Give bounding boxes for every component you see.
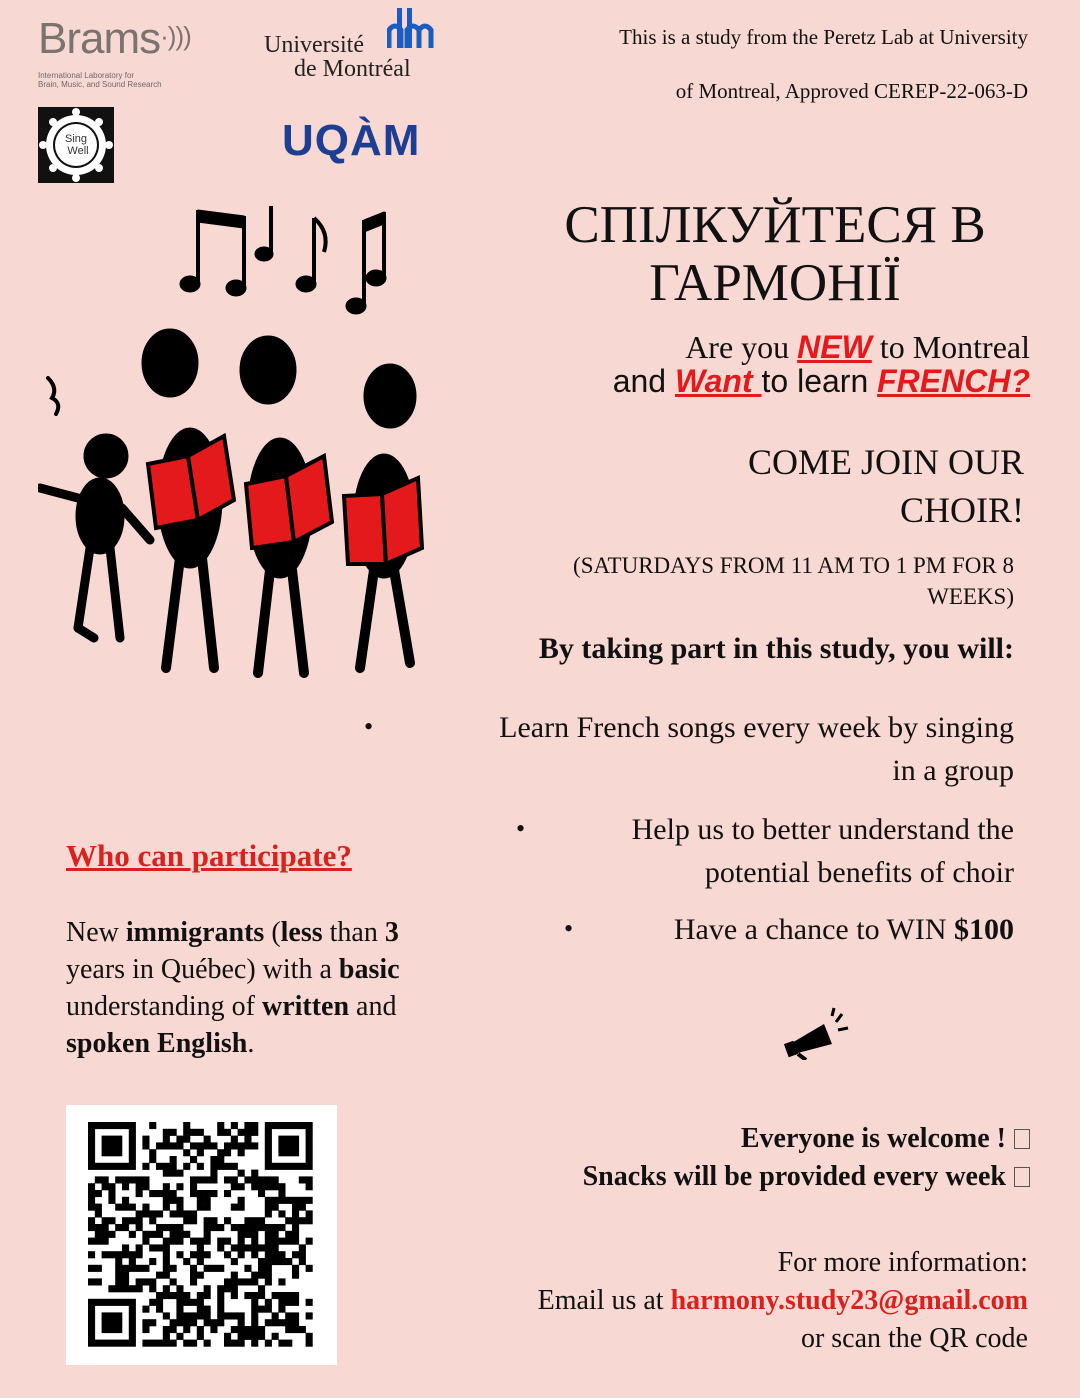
eligibility-segment: .	[247, 1028, 255, 1059]
study-note	[508, 10, 1028, 118]
music-notes-icon	[180, 206, 386, 314]
eligibility-segment: understanding of	[66, 991, 262, 1022]
udem-logo	[262, 8, 442, 82]
prize-amount: $100	[954, 913, 1014, 946]
page-title-line1: СПІЛКУЙТЕСЯ В	[564, 196, 986, 254]
schedule-note-line2: WEEKS)	[927, 584, 1014, 609]
benefit-item	[674, 908, 1014, 951]
benefits-heading: By taking part in this study, you will:	[538, 632, 1014, 665]
eligibility-bold: written	[261, 991, 350, 1022]
benefit-item-line: potential benefits of choir	[704, 856, 1014, 889]
udem-logo-line2: de Montréal	[294, 56, 411, 82]
singwell-logo-well: Well	[67, 145, 89, 157]
benefit-item-line: Learn French songs every week by singing	[499, 711, 1014, 744]
schedule-note	[494, 550, 1014, 612]
eligibility-bold: 3	[384, 917, 399, 948]
eligibility-bold: less	[280, 917, 323, 948]
qr-code[interactable]	[66, 1105, 337, 1365]
subtitle-french: FRENCH?	[877, 363, 1030, 399]
subtitle	[613, 330, 1030, 398]
subtitle-text: and	[612, 363, 675, 399]
checkbox-glyph-icon	[1014, 1129, 1030, 1149]
bullet: •	[516, 814, 526, 843]
bullet: •	[564, 914, 574, 943]
eligibility-text	[66, 914, 456, 1062]
welcome-note	[583, 1120, 1030, 1196]
eligibility-segment: than	[322, 917, 385, 948]
contact-info	[538, 1244, 1028, 1358]
udem-emblem-icon	[387, 8, 435, 50]
benefit-item	[632, 808, 1014, 894]
uqam-logo: UQÀM	[282, 116, 421, 165]
eligibility-bold: spoken English	[66, 1028, 248, 1059]
contact-info-line1: For more information:	[777, 1247, 1028, 1278]
singwell-logo	[38, 107, 114, 183]
welcome-line2: Snacks will be provided every week	[582, 1161, 1006, 1192]
brams-logo-subtitle: Brain, Music, and Sound Research	[38, 80, 162, 89]
contact-email-prefix: Email us at	[537, 1285, 671, 1316]
qr-code-icon[interactable]	[66, 1105, 337, 1365]
subtitle-text: to learn	[761, 363, 878, 399]
eligibility-segment: (	[264, 917, 281, 948]
contact-info-line3: or scan the QR code	[800, 1323, 1028, 1354]
eligibility-segment: New	[66, 917, 126, 948]
brams-logo	[38, 14, 208, 94]
who-heading: Who can participate?	[66, 838, 352, 873]
benefit-item-line: Have a chance to WIN	[673, 913, 954, 946]
subtitle-new: NEW	[797, 329, 872, 365]
brams-logo-subtitle: International Laboratory for	[38, 71, 135, 80]
bullet: •	[364, 712, 374, 741]
checkbox-glyph-icon	[1014, 1167, 1030, 1187]
welcome-line1: Everyone is welcome !	[740, 1123, 1006, 1154]
page-title-line2: ГАРМОНІЇ	[649, 254, 901, 312]
brams-logo-word: Brams·)))	[38, 14, 191, 63]
schedule-note-line1: (SATURDAYS FROM 11 AM TO 1 PM FOR 8	[573, 553, 1014, 578]
choir-callout-line1: COME JOIN OUR	[747, 442, 1024, 482]
email-link[interactable]: harmony.study23@gmail.com	[670, 1285, 1028, 1316]
subtitle-want: Want	[674, 363, 762, 399]
eligibility-bold: immigrants	[125, 917, 265, 948]
eligibility-bold: basic	[338, 954, 400, 985]
eligibility-segment: and	[349, 991, 397, 1022]
benefit-item-line: in a group	[892, 754, 1014, 787]
subtitle-text: to Montreal	[871, 329, 1030, 365]
megaphone-icon	[784, 1004, 854, 1060]
eligibility-segment: years in Québec) with a	[66, 954, 339, 985]
study-note-line1: This is a study from the Peretz Lab at University	[619, 25, 1028, 49]
choir-illustration	[38, 198, 468, 698]
benefit-item	[499, 706, 1014, 792]
choir-callout-line2: CHOIR!	[900, 490, 1024, 530]
udem-logo-line1: Université	[264, 32, 364, 58]
subtitle-text: Are you	[685, 329, 798, 365]
benefit-item-line: Help us to better understand the	[631, 813, 1014, 846]
study-note-line2: of Montreal, Approved CEREP-22-063-D	[675, 79, 1028, 103]
choir-callout	[748, 438, 1024, 534]
singwell-logo-sing: Sing	[64, 133, 88, 145]
page-title	[520, 196, 1030, 312]
